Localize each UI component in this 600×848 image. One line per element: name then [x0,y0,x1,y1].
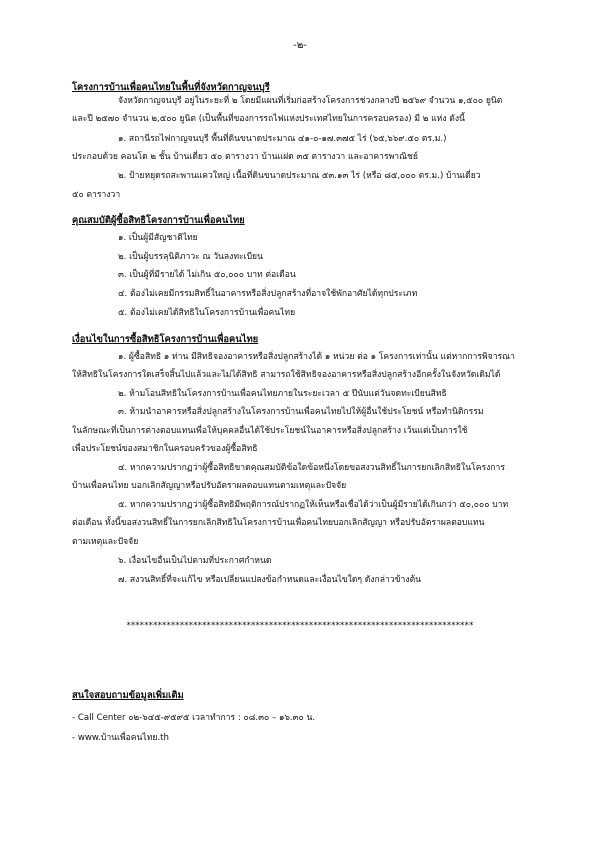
paragraph-line: และปี ๒๕๗๐ จำนวน ๒,๕๐๐ ยูนิต (เป็นพื้นที่ของการรถไฟแห่งประเทศไทยในการครอบครอง) มี ๒ แห่ง ดังนี้ [72,114,465,124]
paragraph-line: ๗. สงวนสิทธิ์ที่จะแก้ไข หรือเปลี่ยนแปลงข้อกำหนดและเงื่อนไขใดๆ ดังกล่าวข้างต้น [118,575,422,585]
list-item: ๑. เป็นผู้มีสัญชาติไทย [118,233,198,243]
contact-heading: สนใจสอบถามข้อมูลเพิ่มเติม [72,690,184,701]
list-item: ๒. เป็นผู้บรรลุนิติภาวะ ณ วันลงทะเบียน [118,252,263,262]
list-item: ๓. เป็นผู้ที่มีรายได้ ไม่เกิน ๕๐,๐๐๐ บาท ต่อเดือน [118,270,296,280]
page-number: -๒- [293,40,307,51]
website-link[interactable]: - www.บ้านเพื่อคนไทย.th [72,733,169,743]
paragraph-line: ตามเหตุและปัจจัย [72,537,139,547]
paragraph-line: ต่อเดือน ทั้งนี้ขอสงวนสิทธิ์ในการยกเลิกสิทธิในโครงการบ้านเพื่อคนไทยบอกเลิกสัญญา หรือปรับอัตราผลตอบแทน [72,518,485,528]
paragraph-line: เพื่อประโยชน์ของสมาชิกในครอบครัวของผู้ซื้อสิทธิ [72,444,258,454]
section-heading-qualifications: คุณสมบัติผู้ซื้อสิทธิโครงการบ้านเพื่อคนไทย [72,215,245,226]
paragraph-line: ๕. หากความปรากฏว่าผู้ซื้อสิทธิมีพฤติการณ์ปรากฏให้เห็นหรือเชื่อได้ว่าเป็นผู้มีรายได้เกินกว่า ๕๐,๐๐๐ บาท [118,500,509,510]
paragraph-line: ๒. ป้ายหยุดรถสะพานแควใหญ่ เนื้อที่ดินขนาดประมาณ ๕๓.๑๓ ไร่ (หรือ ๘๕,๐๐๐ ตร.ม.) บ้านเดี่ยว [118,171,481,181]
paragraph-line: ประกอบด้วย คอนโด ๒ ชั้น บ้านเดี่ยว ๕๐ ตารางวา บ้านแฝด ๓๕ ตารางวา และอาคารพาณิชย์ [72,152,418,162]
paragraph-line: ในลักษณะที่เป็นการต่างตอบแทนเพื่อให้บุคคลอื่นได้ใช้ประโยชน์ในอาคารหรือสิ่งปลูกสร้าง เว้นแต่เป็นการใช้ [72,426,468,436]
paragraph-line: ๑. ผู้ซื้อสิทธิ ๑ ท่าน มีสิทธิจองอาคารหรือสิ่งปลูกสร้างได้ ๑ หน่วย ต่อ ๑ โครงการเท่านั้น แต่หากการพิจารณา [118,352,515,362]
list-item: ๔. ต้องไม่เคยมีกรรมสิทธิ์ในอาคารหรือสิ่งปลูกสร้างที่อาจใช้พักอาศัยได้ทุกประเภท [118,289,418,299]
list-item: ๕. ต้องไม่เคยได้สิทธิในโครงการบ้านเพื่อคนไทย [118,308,296,318]
paragraph-line: บ้านเพื่อคนไทย บอกเลิกสัญญาหรือปรับอัตราผลตอบแทนตามเหตุและปัจจัย [72,481,347,491]
paragraph-line: ๑. สถานีรถไฟกาญจนบุรี พื้นที่ดินขนาดประมาณ ๔๑-๐-๑๗.๓๗๕ ไร่ (๖๕,๖๖๙.๕๐ ตร.ม.) [118,134,447,144]
paragraph-line: ให้สิทธิในโครงการใดเสร็จสิ้นไปแล้วและไม่ได้สิทธิ สามารถใช้สิทธิจองอาคารหรือสิ่งปลูกสร้างอีกครั้งในจังหวัดเดิมได้ [72,370,501,380]
paragraph-line: ๖. เงื่อนไขอื่นเป็นไปตามที่ประกาศกำหนด [118,556,272,566]
section-heading-conditions: เงื่อนไขในการซื้อสิทธิโครงการบ้านเพื่อคนไทย [72,334,259,345]
paragraph-line: ๕๐ ตารางวา [72,190,121,200]
paragraph-line: ๔. หากความปรากฏว่าผู้ซื้อสิทธิขาดคุณสมบัติข้อใดข้อหนึ่งโดยขอสงวนสิทธิ์ในการยกเลิกสิทธิในโครงการ [118,463,505,473]
paragraph-line: ๓. ห้ามนำอาคารหรือสิ่งปลูกสร้างในโครงการบ้านเพื่อคนไทยไปให้ผู้อื่นใช้ประโยชน์ หรือทำนิติกรรม [118,407,484,417]
call-center-line: - Call Center ๐๒-๖๔๕-๙๕๙๕ เวลาทำการ : ๐๘.๓๐ – ๑๖.๓๐ น. [72,713,316,723]
paragraph-line: ๒. ห้ามโอนสิทธิในโครงการบ้านเพื่อคนไทยภายในระยะเวลา ๕ ปีนับแต่วันจดทะเบียนสิทธิ [118,389,447,399]
paragraph-line: จังหวัดกาญจนบุรี อยู่ในระยะที่ ๒ โดยมีแผนที่เริ่มก่อสร้างโครงการช่วงกลางปี ๒๕๖๙ จำนวน ๑,๕๐๐ ยูนิต [118,96,503,106]
asterisk-separator: ****************************************************************************** [126,621,474,631]
section-heading-kanchanaburi: โครงการบ้านเพื่อคนไทยในพื้นที่จังหวัดกาญจนบุรี [72,82,270,93]
